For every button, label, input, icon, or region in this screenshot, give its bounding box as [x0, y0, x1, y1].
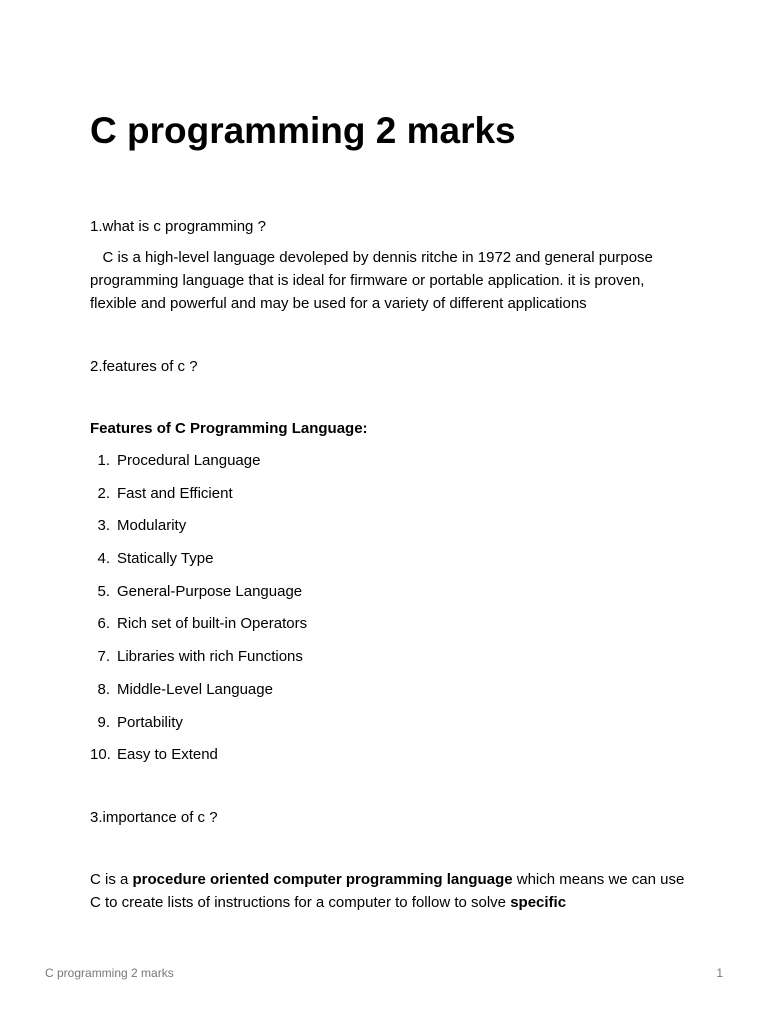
list-number: 9. [97, 713, 110, 731]
list-text: Middle-Level Language [117, 680, 273, 698]
question-3: 3.importance of c ? [90, 809, 218, 826]
answer-3-text: which means we can use C to create lists of instructions for a computer to follow to solve [90, 871, 685, 911]
list-item [90, 645, 307, 678]
answer-3-emphasis: specific [510, 894, 567, 911]
list-number: 10. [90, 746, 111, 764]
list-text: Statically Type [117, 550, 214, 568]
list-item [90, 743, 307, 776]
features-list [90, 449, 307, 776]
page-number: 1 [716, 966, 723, 980]
list-item [90, 612, 307, 645]
list-number: 5. [97, 582, 110, 600]
list-item [90, 580, 307, 613]
list-item [90, 514, 307, 547]
answer-1: C is a high-level language devoleped by dennis ritche in 1972 and general purpose programming language that is ideal for firmware or portable application. it is proven, flexible and powerful and may be used for a variety of different applications [90, 249, 658, 312]
page-title: C programming 2 marks [90, 110, 516, 151]
list-text: Easy to Extend [117, 746, 218, 764]
question-2: 2.features of c ? [90, 358, 198, 375]
list-text: Fast and Efficient [117, 484, 233, 502]
question-1: 1.what is c programming ? [90, 218, 266, 235]
list-item [90, 678, 307, 711]
list-number: 2. [97, 484, 110, 502]
answer-3-emphasis: procedure oriented computer programming language [132, 871, 513, 888]
list-number: 7. [97, 648, 110, 666]
footer-title: C programming 2 marks [45, 966, 174, 980]
list-text: Portability [117, 713, 183, 731]
list-text: Procedural Language [117, 452, 261, 469]
list-item [90, 547, 307, 580]
list-number: 3. [97, 517, 110, 535]
list-text: Rich set of built-in Operators [117, 615, 308, 633]
list-item [90, 449, 307, 482]
list-item [90, 482, 307, 515]
answer-3 [90, 868, 690, 914]
list-text: General-Purpose Language [117, 582, 303, 600]
list-number: 8. [97, 680, 110, 698]
list-number: 6. [97, 615, 110, 633]
list-number: 1. [97, 452, 110, 469]
list-number: 4. [97, 550, 110, 568]
features-heading: Features of C Programming Language: [90, 420, 368, 437]
answer-3-text: C is a [90, 871, 133, 888]
list-item [90, 711, 307, 744]
list-text: Libraries with rich Functions [117, 648, 303, 666]
list-text: Modularity [117, 517, 187, 535]
